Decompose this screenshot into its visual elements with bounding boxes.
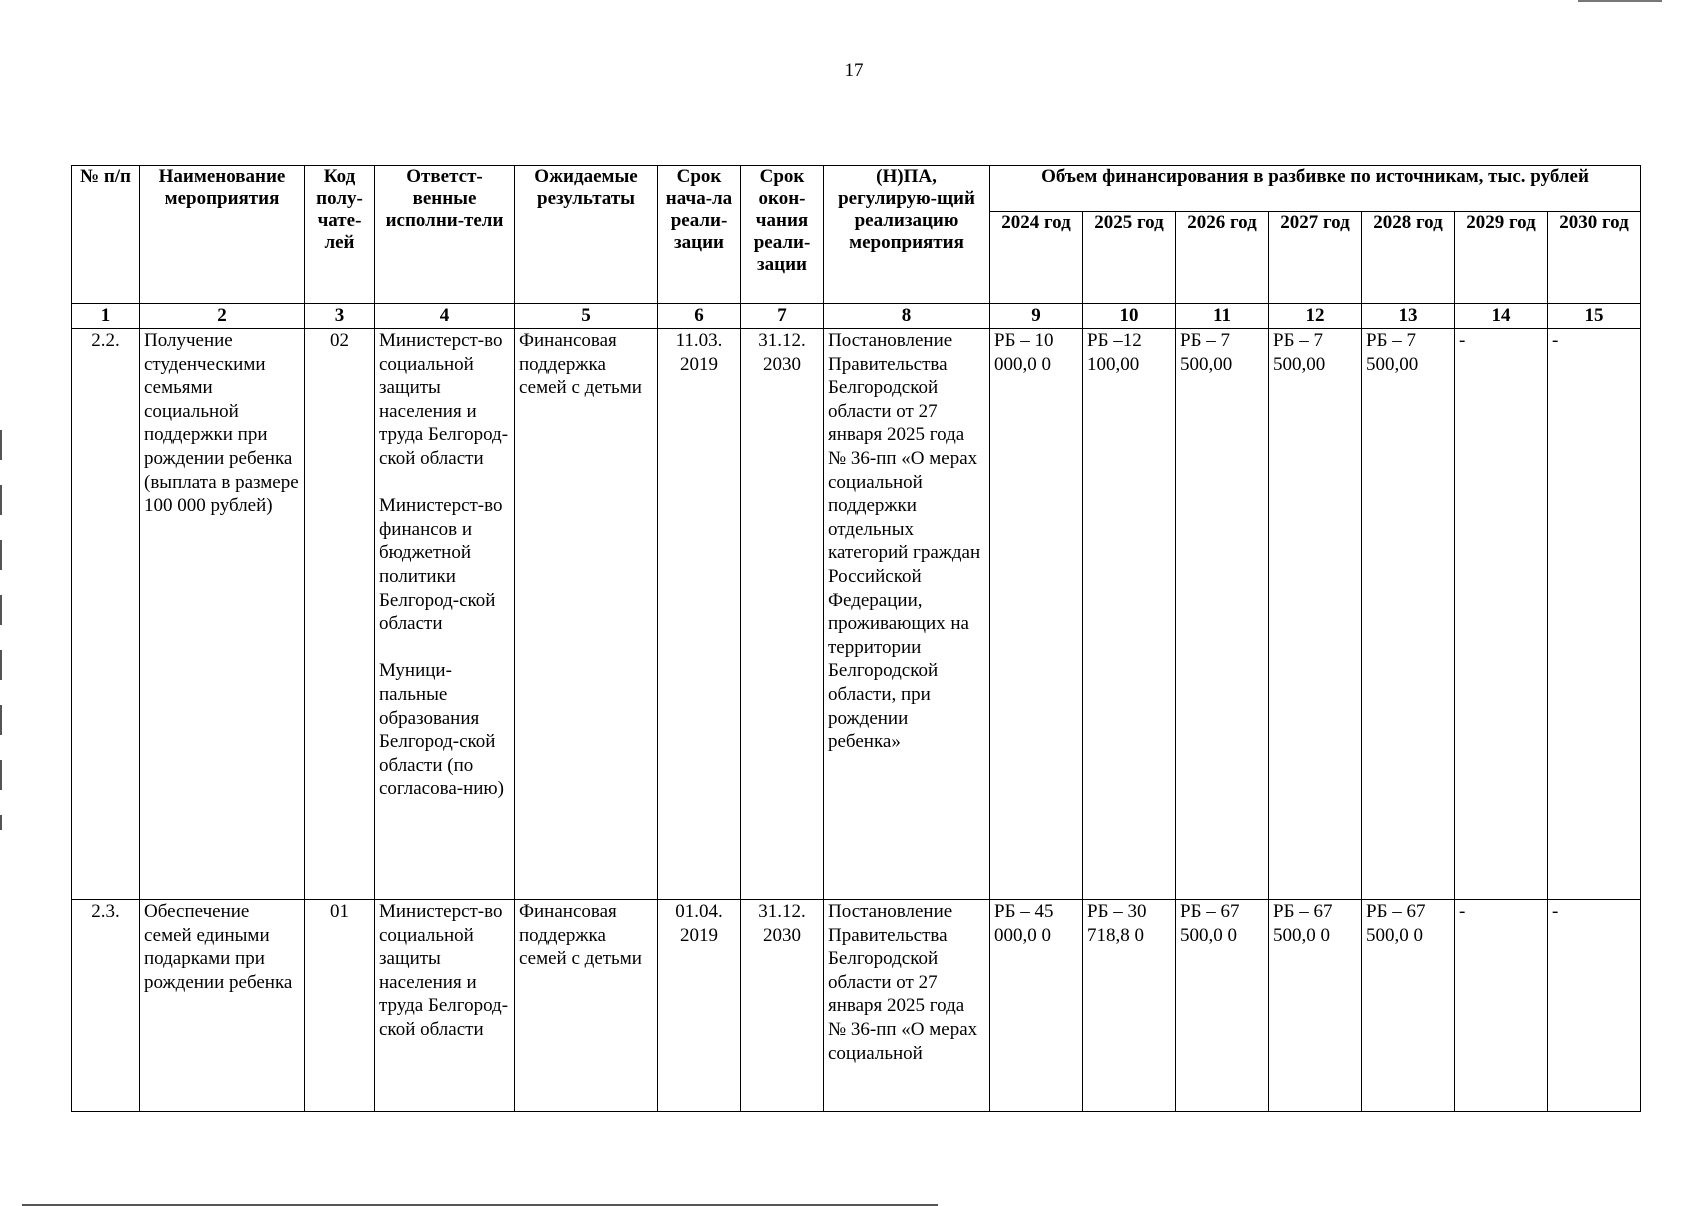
page-number: 17 [844,60,864,81]
table-row-2-3 [72,900,1641,1112]
regulation: Постановление Правительства Белгородской области от 27 января 2025 года № 36-пп «О мерах социальной поддержки отдельных категорий граждан Российской Федерации, проживающих на территории Белгородской области, при рождении ребенка» [824,329,990,900]
end-date: 31.12. 2030 [741,329,824,900]
finance-2027: РБ – 7 500,00 [1269,329,1362,900]
start-date: 11.03. 2019 [658,329,741,900]
header-results: Ожидаемые результаты [515,166,658,304]
finance-2025: РБ – 30 718,8 0 [1083,900,1176,1112]
header-num: № п/п [72,166,140,304]
header-year-2025: 2025 год [1083,212,1176,304]
column-number: 13 [1362,304,1455,329]
recipient-code: 01 [305,900,375,1112]
top-edge-rule [1578,0,1662,2]
responsible-executors: Министерст-во социальной защиты населения и труда Белгород-ской области [375,900,515,1112]
column-number: 4 [375,304,515,329]
recipient-code: 02 [305,329,375,900]
expected-results: Финансовая поддержка семей с детьми [515,900,658,1112]
left-margin-marks [0,430,2,830]
column-number: 9 [990,304,1083,329]
column-number: 15 [1548,304,1641,329]
header-year-2028: 2028 год [1362,212,1455,304]
header-executors: Ответст-венные исполни-тели [375,166,515,304]
header-name: Наименование мероприятия [140,166,305,304]
table-row-2-2 [72,329,1641,900]
column-number: 6 [658,304,741,329]
column-number: 1 [72,304,140,329]
finance-2030: - [1548,900,1641,1112]
finance-2024: РБ – 10 000,0 0 [990,329,1083,900]
finance-2029: - [1455,329,1548,900]
header-finance: Объем финансирования в разбивке по источникам, тыс. рублей [990,166,1641,212]
column-number: 11 [1176,304,1269,329]
header-end: Срок окон-чания реали-зации [741,166,824,304]
finance-2029: - [1455,900,1548,1112]
row-number: 2.3. [72,900,140,1112]
regulation: Постановление Правительства Белгородской области от 27 января 2025 года № 36-пп «О мерах социальной [824,900,990,1112]
header-code: Код полу-чате-лей [305,166,375,304]
start-date: 01.04. 2019 [658,900,741,1112]
header-npa: (Н)ПА, регулирую-щий реализацию мероприятия [824,166,990,304]
header-year-2026: 2026 год [1176,212,1269,304]
finance-2024: РБ – 45 000,0 0 [990,900,1083,1112]
column-number: 10 [1083,304,1176,329]
finance-2030: - [1548,329,1641,900]
finance-2027: РБ – 67 500,0 0 [1269,900,1362,1112]
header-start: Срок нача-ла реали-зации [658,166,741,304]
header-year-2024: 2024 год [990,212,1083,304]
expected-results: Финансовая поддержка семей с детьми [515,329,658,900]
end-date: 31.12. 2030 [741,900,824,1112]
responsible-executors: Министерст-во социальной защиты населения и труда Белгород-ской области Министерст-во финансов и бюджетной политики Белгород-ской области Муници-пальные образования Белгород-ской области (по согласова-нию) [375,329,515,900]
column-number: 14 [1455,304,1548,329]
column-number: 3 [305,304,375,329]
header-year-2029: 2029 год [1455,212,1548,304]
column-number: 8 [824,304,990,329]
header-year-2030: 2030 год [1548,212,1641,304]
column-number: 7 [741,304,824,329]
header-year-2027: 2027 год [1269,212,1362,304]
column-number: 2 [140,304,305,329]
row-number: 2.2. [72,329,140,900]
finance-2028: РБ – 7 500,00 [1362,329,1455,900]
finance-2028: РБ – 67 500,0 0 [1362,900,1455,1112]
activity-name: Обеспечение семей едиными подарками при рождении ребенка [140,900,305,1112]
column-number: 5 [515,304,658,329]
finance-2025: РБ –12 100,00 [1083,329,1176,900]
activity-name: Получение студенческими семьями социальной поддержки при рождении ребенка (выплата в размере 100 000 рублей) [140,329,305,900]
finance-2026: РБ – 7 500,00 [1176,329,1269,900]
activities-table [71,165,1641,1112]
column-number: 12 [1269,304,1362,329]
column-number-row [72,304,1641,329]
finance-2026: РБ – 67 500,0 0 [1176,900,1269,1112]
